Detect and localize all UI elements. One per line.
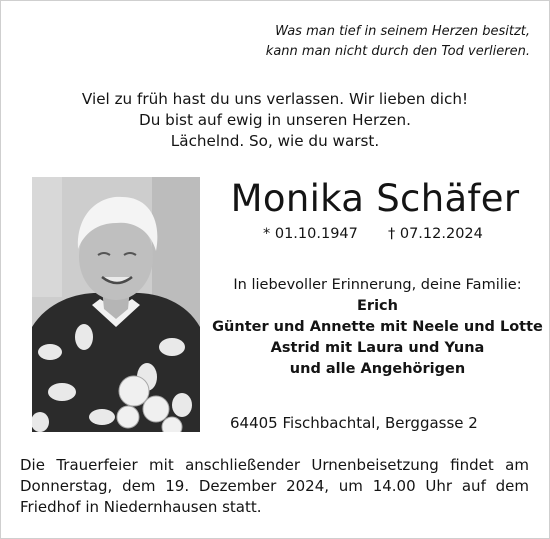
deceased-name: Monika Schäfer — [230, 177, 520, 220]
funeral-notice: Die Trauerfeier mit anschließender Urnenbeisetzung findet am Donnerstag, dem 19. Dezember 2024, um 14.00 Uhr auf dem Friedhof in Niedernhausen statt. — [20, 456, 529, 516]
address: 64405 Fischbachtal, Berggasse 2 — [230, 414, 478, 432]
family-member: und alle Angehörigen — [289, 361, 466, 377]
intro-line-2: Du bist auf ewig in unseren Herzen. — [139, 111, 411, 129]
quote — [200, 22, 530, 62]
family-block — [205, 275, 550, 380]
intro-line-3: Lächelnd. So, wie du warst. — [170, 132, 380, 150]
family-intro: In liebevoller Erinnerung, deine Familie: — [233, 277, 522, 293]
portrait-photo — [32, 177, 200, 432]
quote-line-2: kann man nicht durch den Tod verlieren. — [265, 44, 530, 59]
death-date: † 07.12.2024 — [388, 226, 483, 242]
family-member: Erich — [357, 298, 398, 314]
family-member: Günter und Annette mit Neele und Lotte — [212, 319, 543, 335]
intro-text — [0, 89, 550, 152]
portrait-illustration — [32, 177, 200, 432]
family-member: Astrid mit Laura und Yuna — [270, 340, 485, 356]
quote-line-1: Was man tief in seinem Herzen besitzt, — [275, 24, 530, 39]
intro-line-1: Viel zu früh hast du uns verlassen. Wir lieben dich! — [81, 90, 469, 108]
birth-date: * 01.10.1947 — [263, 226, 358, 242]
